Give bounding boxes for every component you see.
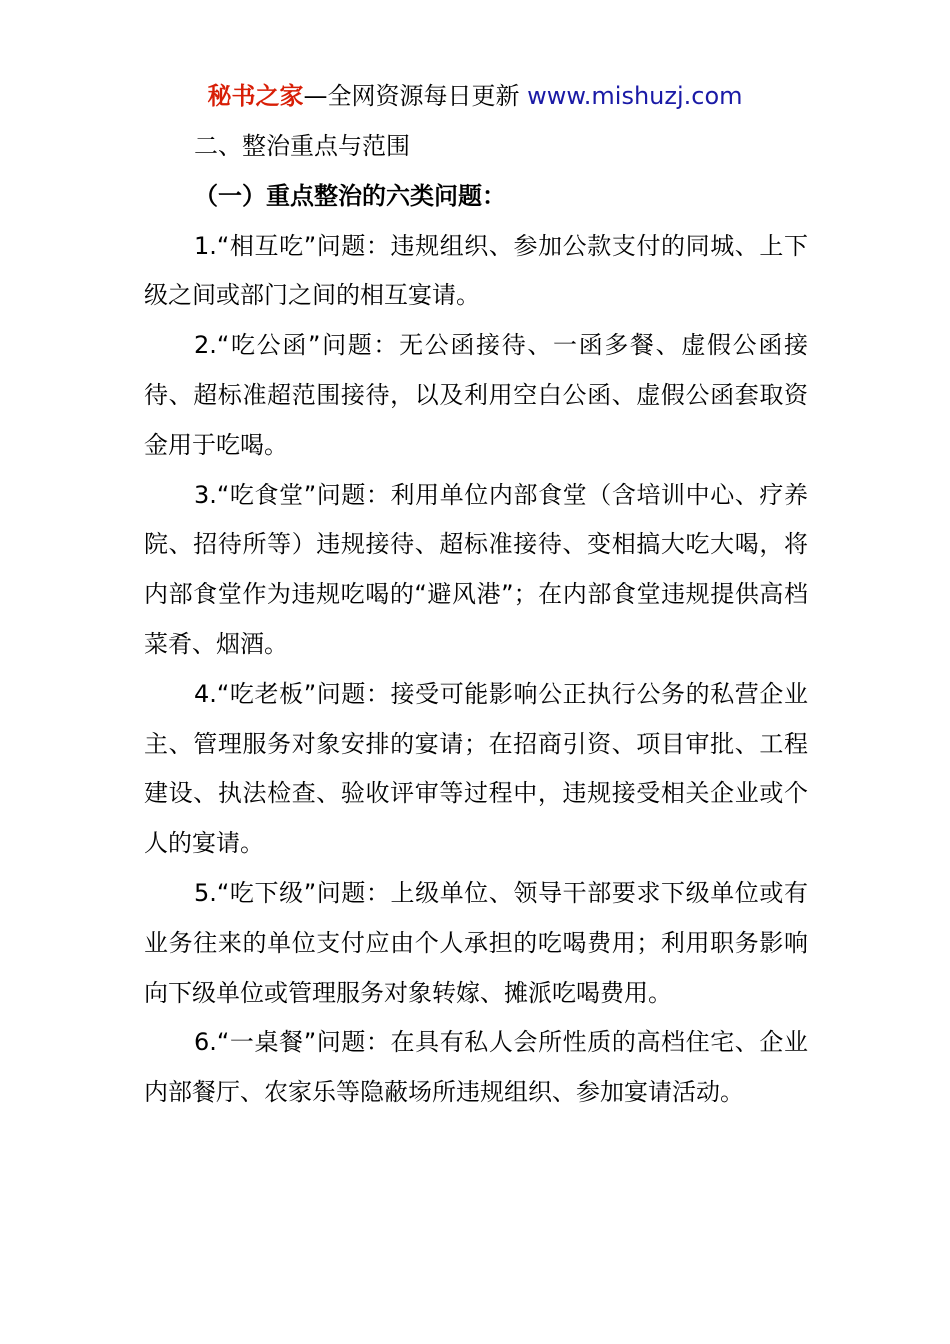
site-banner [0,80,950,112]
brand-name: 秘书之家 [207,82,304,110]
item-paragraph-6: 6.“一桌餐”问题：在具有私人会所性质的高档住宅、企业内部餐厅、农家乐等隐蔽场所违规组织、参加宴请活动。 [144,1028,808,1107]
item-paragraph-3: 3.“吃食堂”问题：利用单位内部食堂（含培训中心、疗养院、招待所等）违规接待、超标准接待、变相搞大吃大喝，将内部食堂作为违规吃喝的“避风港”；在内部食堂违规提供高档菜肴、烟酒。 [144,480,808,658]
brand-tagline: —全网资源每日更新 [303,82,520,110]
item-paragraph-2: 2.“吃公函”问题：无公函接待、一函多餐、虚假公函接待、超标准超范围接待，以及利用空白公函、虚假公函套取资金用于吃喝。 [144,331,808,459]
item-paragraph-5: 5.“吃下级”问题：上级单位、领导干部要求下级单位或有业务往来的单位支付应由个人承担的吃喝费用；利用职务影响向下级单位或管理服务对象转嫁、摊派吃喝费用。 [144,878,808,1007]
site-url-link[interactable]: www.mishuzj.com [527,82,743,110]
document-body [144,122,808,1118]
item-paragraph-1: 1.“相互吃”问题：违规组织、参加公款支付的同城、上下级之间或部门之间的相互宴请。 [144,231,808,310]
section-title: 二、整治重点与范围 [194,132,410,160]
subsection-title: （一）重点整治的六类问题： [194,181,506,210]
item-paragraph-4: 4.“吃老板”问题：接受可能影响公正执行公务的私营企业主、管理服务对象安排的宴请；在招商引资、项目审批、工程建设、执法检查、验收评审等过程中，违规接受相关企业或个人的宴请。 [144,679,808,858]
